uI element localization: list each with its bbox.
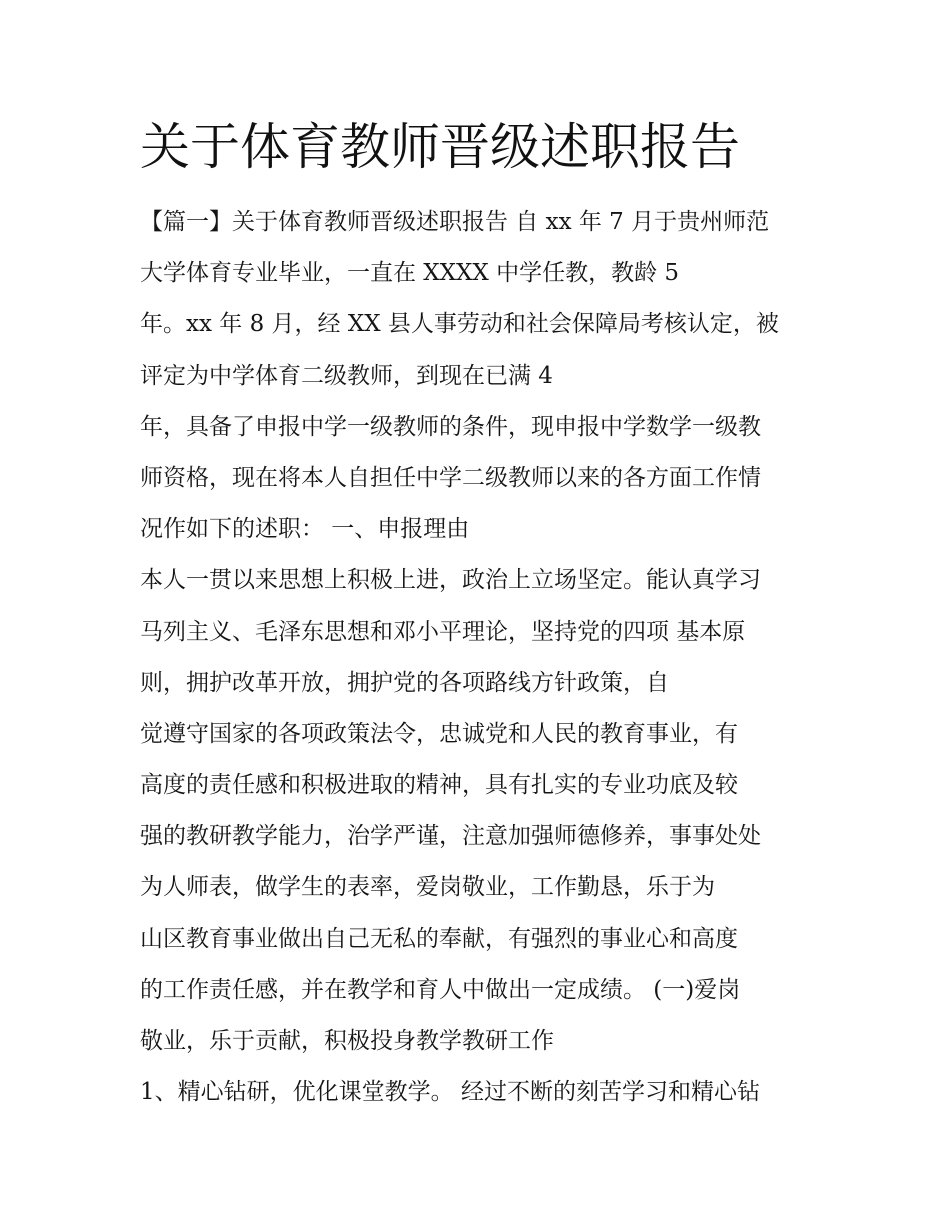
body-line: 1、精心钻研，优化课堂教学。 经过不断的刻苦学习和精心钻	[140, 1079, 760, 1106]
document-title: 关于体育教师晋级述职报告	[140, 118, 740, 176]
body-line: 高度的责任感和积极进取的精神，具有扎实的专业功底及较	[140, 772, 738, 799]
body-line: 况作如下的述职： 一、申报理由	[140, 516, 470, 543]
body-line: 年。xx 年 8 月，经 XX 县人事劳动和社会保障局考核认定，被	[140, 311, 779, 338]
body-line: 的工作责任感，并在教学和育人中做出一定成绩。 (一)爱岗	[140, 976, 741, 1003]
body-line: 大学体育专业毕业，一直在 XXXX 中学任教，教龄 5	[140, 260, 680, 287]
document-body	[140, 197, 830, 1118]
body-line: 觉遵守国家的各项政策法令，忠诚党和人民的教育事业，有	[140, 720, 738, 747]
body-line: 强的教研教学能力，治学严谨，注意加强师德修养，事事处处	[140, 823, 761, 850]
body-line: 本人一贯以来思想上积极上进，政治上立场坚定。能认真学习	[140, 567, 761, 594]
body-line: 则，拥护改革开放，拥护党的各项路线方针政策，自	[140, 669, 669, 696]
body-line: 评定为中学体育二级教师，到现在已满 4	[140, 362, 553, 389]
body-line: 【篇一】关于体育教师晋级述职报告 自 xx 年 7 月于贵州师范	[140, 209, 770, 235]
body-line: 为人师表，做学生的表率，爱岗敬业，工作勤恳，乐于为	[140, 874, 715, 901]
body-line: 师资格，现在将本人自担任中学二级教师以来的各方面工作情	[140, 464, 761, 491]
body-line: 马列主义、毛泽东思想和邓小平理论，坚持党的四项 基本原	[140, 618, 746, 645]
body-line: 山区教育事业做出自己无私的奉献，有强烈的事业心和高度	[140, 925, 738, 952]
body-line: 年，具备了申报中学一级教师的条件，现申报中学数学一级教	[140, 413, 761, 440]
body-line: 敬业，乐于贡献，积极投身教学教研工作	[140, 1028, 554, 1054]
